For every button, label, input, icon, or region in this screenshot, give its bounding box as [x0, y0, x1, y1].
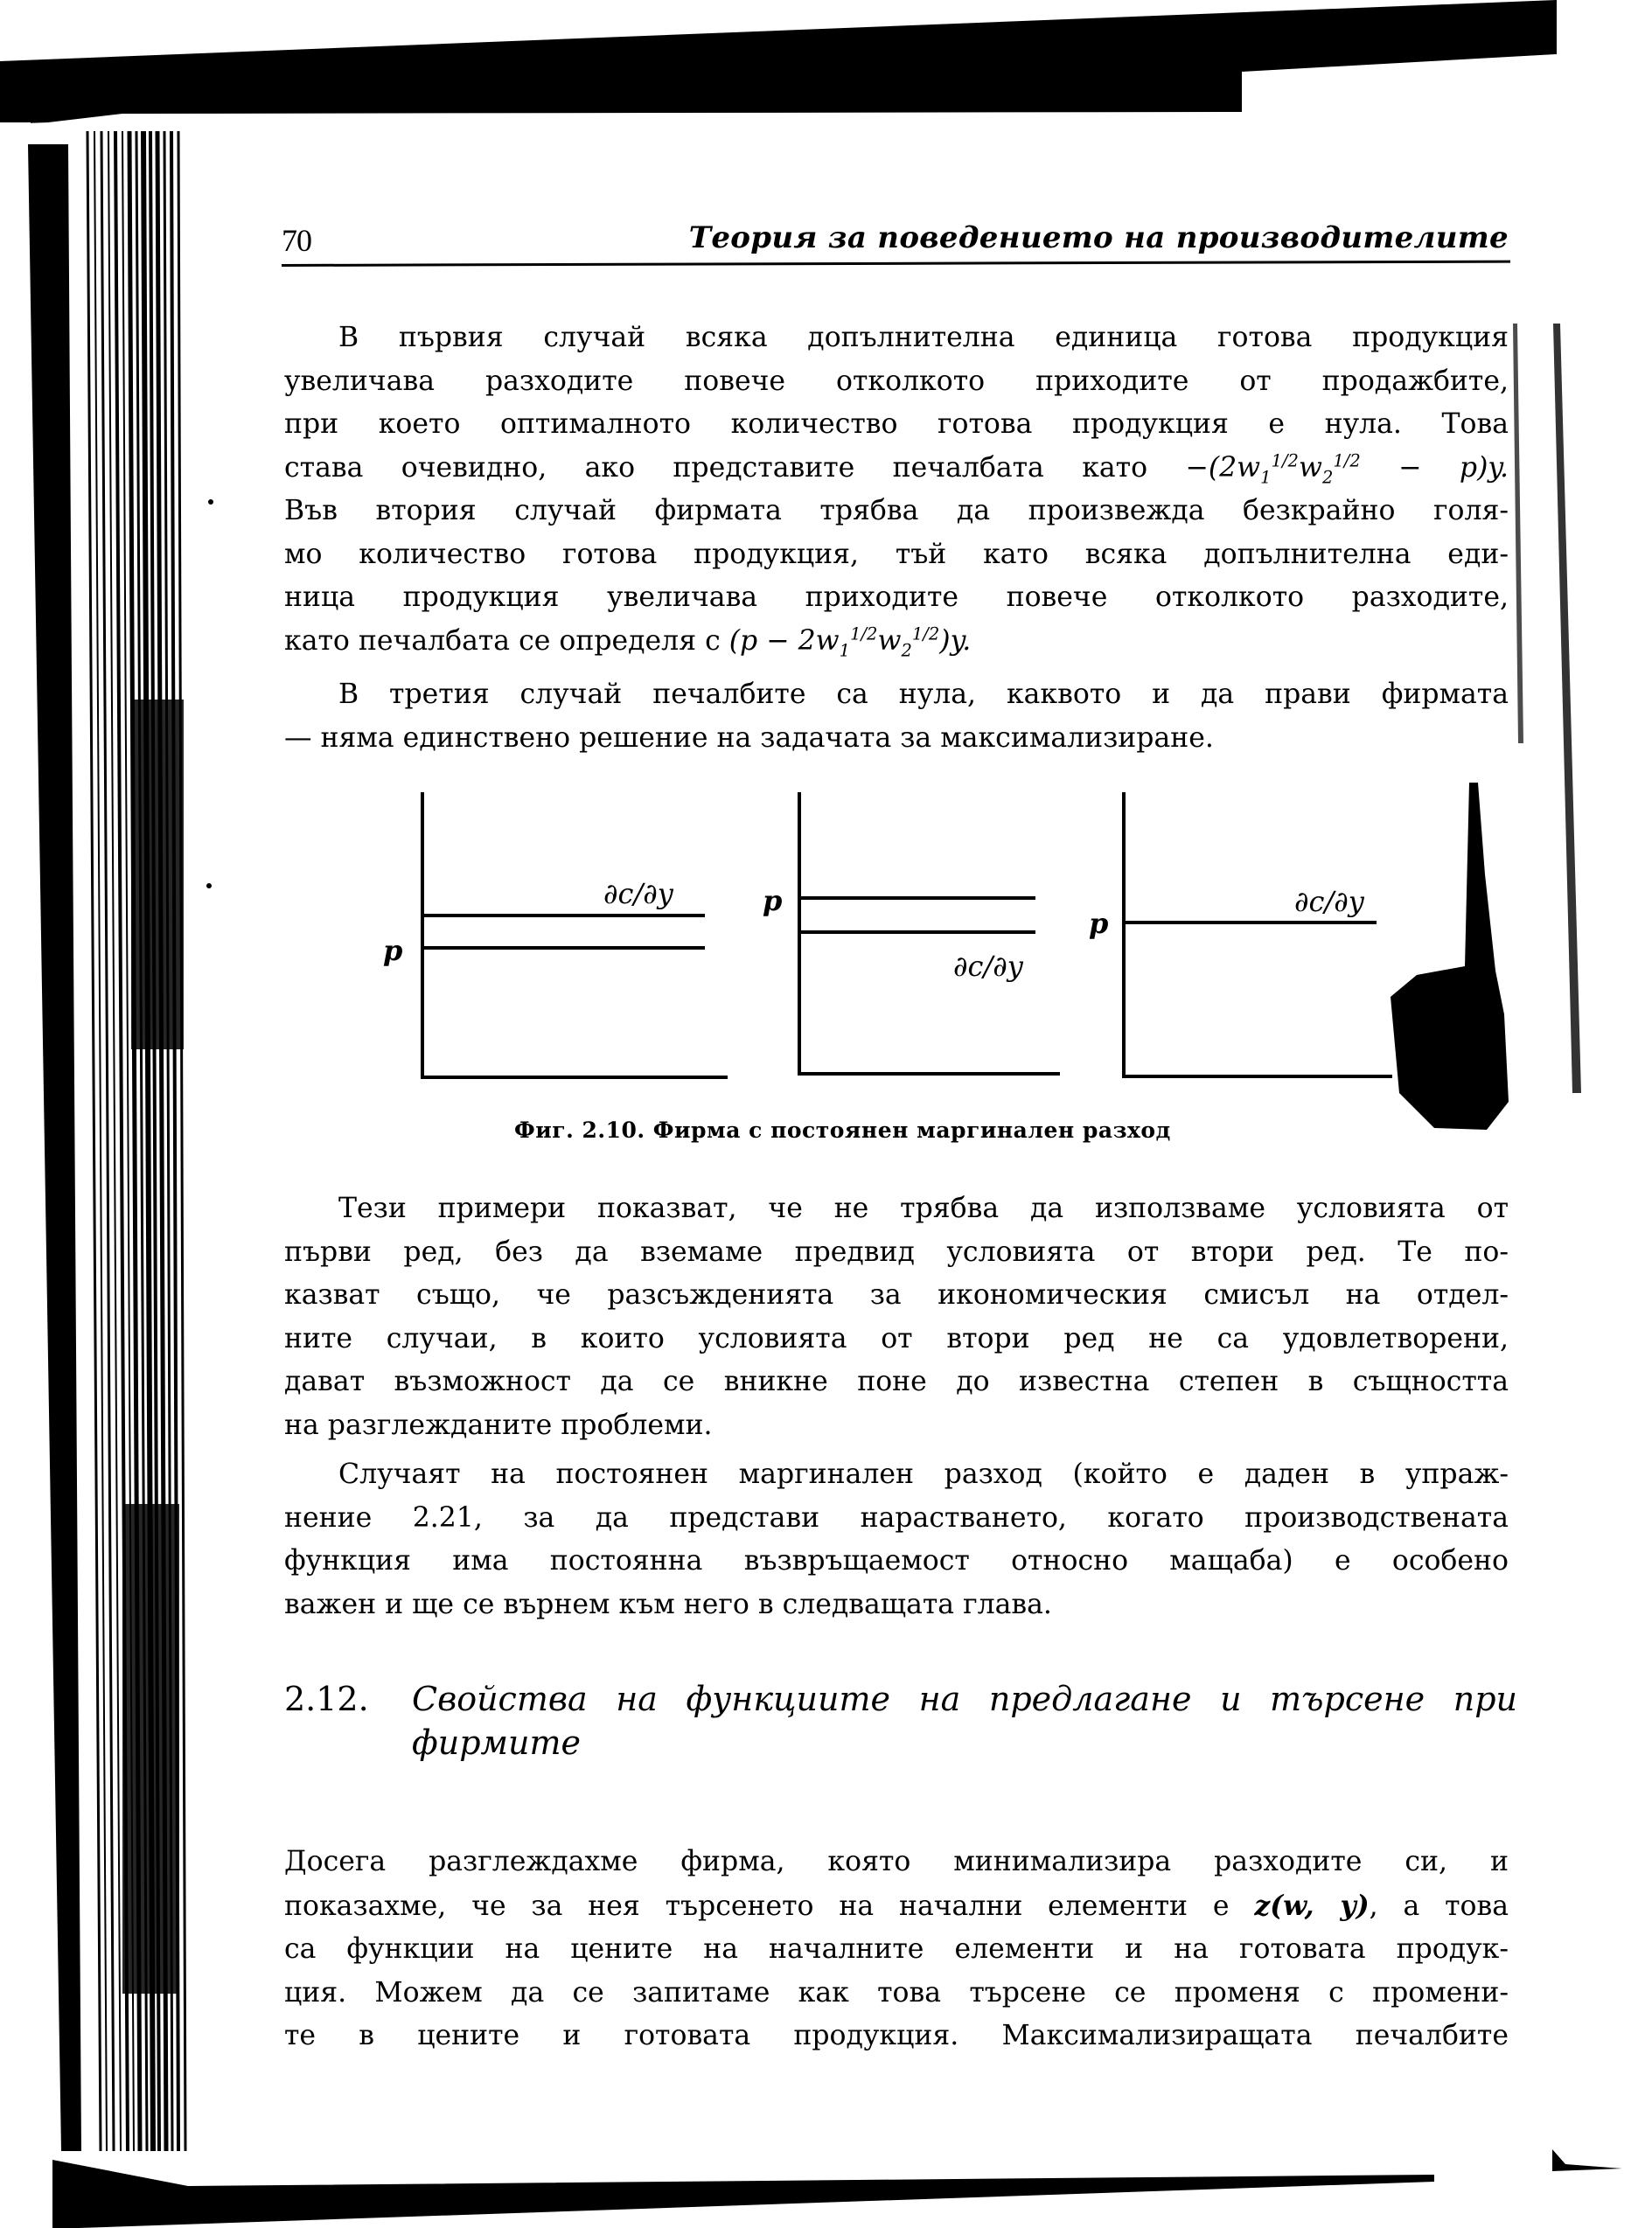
text-line: дават възможност да се вникне поне до известна степен в същността — [284, 1366, 1509, 1397]
text-line: В първия случай всяка допълнителна единица готова продукция — [338, 322, 1509, 353]
section-number: 2.12. — [284, 1680, 369, 1718]
corner-mark — [1552, 2149, 1622, 2171]
text-line: те в цените и готовата продукция. Максимализиращата печалбите — [284, 2020, 1509, 2051]
formula-profit-positive: $(p - 2w_1^{1/2}w_2^{1/2})y$. — [728, 623, 972, 660]
text-line: Във втория случай фирмата трябва да произвежда безкрайно голя- — [284, 495, 1509, 526]
text-line: Случаят на постоянен маргинален разход (който е даден в упраж- — [338, 1459, 1509, 1490]
page-number: 70 — [282, 223, 311, 258]
paragraph-5 — [284, 1841, 1509, 2058]
section-title — [412, 1677, 1517, 1765]
text-line: първи ред, без да вземаме предвид условията от втори ред. Те по- — [284, 1236, 1509, 1268]
text-line: Тези примери показват, че не трябва да използваме условията от — [338, 1193, 1509, 1224]
formula-profit-negative: $-(2w_1^{1/2}w_2^{1/2} - p)y$. — [1185, 450, 1509, 487]
right-streak-1 — [1553, 324, 1581, 1093]
panel-2-p-label: p — [763, 884, 783, 917]
panel-1-mc-label: ∂c/∂y — [603, 877, 673, 910]
panel-3-axes — [1124, 794, 1391, 1076]
text-line-with-formula — [284, 1884, 1509, 1929]
right-streak-2 — [1513, 324, 1523, 743]
text-line: са функции на цените на началните елементи и на готовата продук- — [284, 1933, 1509, 1965]
section-title-line: фирмите — [412, 1723, 582, 1762]
section-title-line: Свойства на функциите на предлагане и търсене при — [412, 1680, 1517, 1718]
text-line: нение 2.21, за да представи нарастването, когато производствената — [284, 1501, 1509, 1534]
text-line: мо количество готова продукция, тъй като всяка допълнителна еди- — [284, 538, 1509, 570]
figure-diagram — [376, 783, 1425, 1150]
text-line: увеличава разходите повече отколкото приходите от продажбите, — [284, 365, 1509, 397]
text-line: на разглежданите проблеми. — [284, 1409, 713, 1441]
text-line: ните случаи, в които условията от втори ред не са удовлетворени, — [284, 1322, 1509, 1354]
text-fragment: , а това — [1369, 1890, 1509, 1922]
text-line: ция. Можем да се запитаме как това търсене се променя с промени- — [284, 1976, 1509, 2009]
paragraph-2 — [284, 673, 1509, 760]
paragraph-1 — [284, 317, 1509, 663]
left-spine-edge — [28, 144, 81, 2151]
text-line: казват също, че разсъжденията за икономическия смисъл на отдел- — [284, 1279, 1509, 1311]
paragraph-3 — [284, 1187, 1509, 1447]
formula-input-demand: z(w, y) — [1254, 1889, 1370, 1922]
running-head — [282, 220, 1510, 262]
page-stack-stripes — [87, 131, 185, 2151]
text-fragment: като печалбата се определя с — [284, 624, 721, 657]
text-line: В третия случай печалбите са нула, каквото и да прави фирмата — [338, 679, 1509, 710]
spine-dark-block-2 — [122, 1504, 179, 1994]
panel-1-axes — [422, 794, 726, 1077]
text-fragment: става очевидно, ако представите печалбата като — [284, 451, 1148, 484]
figure-caption: Фиг. 2.10. Фирма с постоянен маргинален разход — [514, 1117, 1171, 1143]
panel-2-mc-label: ∂c/∂y — [953, 950, 1023, 983]
bottom-scan-shadow — [52, 2175, 1434, 2228]
text-line: Досега разглеждахме фирма, която минимализира разходите си, и — [284, 1846, 1509, 1877]
text-line: ница продукция увеличава приходите повече отколкото разходите, — [284, 581, 1509, 613]
text-fragment: показахме, че за нея търсенето на начални елементи е — [284, 1890, 1230, 1922]
text-line: важен и ще се върнем към него в следващата глава. — [284, 1588, 1052, 1620]
left-spine-shadow — [0, 122, 61, 2228]
text-speck — [208, 499, 213, 505]
panel-3-mc-label: ∂c/∂y — [1294, 885, 1364, 918]
panel-1-p-label: p — [383, 934, 403, 967]
paragraph-4 — [284, 1453, 1509, 1626]
panel-3-p-label: p — [1089, 907, 1109, 940]
spine-dark-block-1 — [131, 700, 184, 1049]
figure-2-10 — [376, 783, 1425, 1150]
bottom-left-corner — [52, 2160, 188, 2228]
text-line: функция има постоянна възвръщаемост относно мащаба) е особено — [284, 1545, 1509, 1577]
text-speck — [206, 883, 212, 888]
text-line-with-formula — [284, 620, 1509, 664]
text-line: — няма единствено решение на задачата за максимализиране. — [284, 721, 1214, 754]
text-line-with-formula — [284, 447, 1509, 491]
top-scan-shadow — [0, 0, 1557, 124]
running-title: Теория за поведението на производителите — [688, 220, 1509, 255]
text-line: при което оптималното количество готова продукция е нула. Това — [284, 408, 1509, 440]
